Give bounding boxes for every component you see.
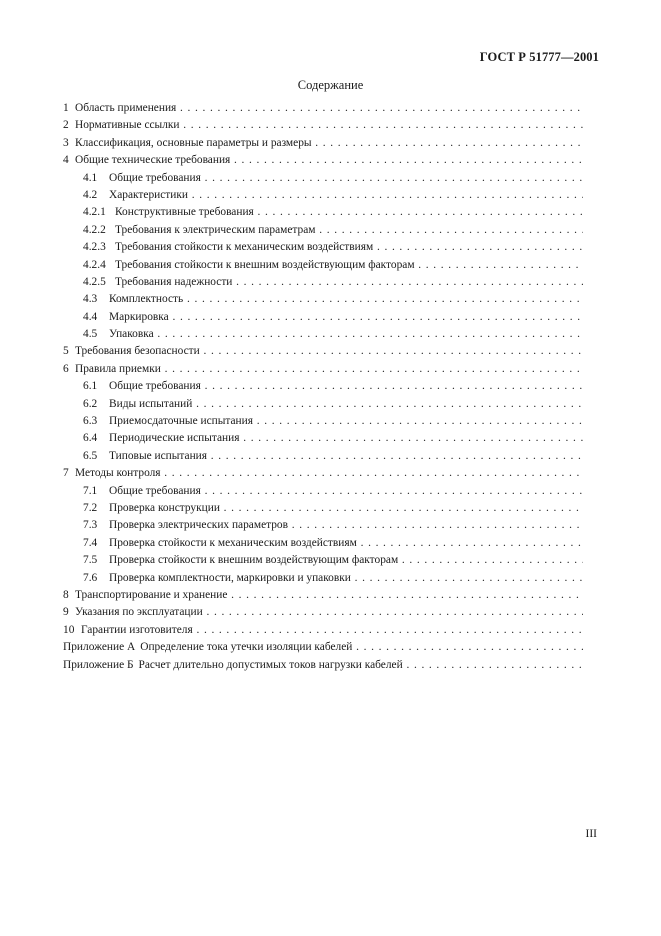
toc-entry-line [83, 570, 583, 587]
toc-entry-number: 7.6 [83, 571, 98, 584]
toc-entry-title: Упаковка . . . [109, 328, 583, 340]
toc-entry-line [83, 535, 583, 552]
toc-entry-title: Проверка стойкости к внешним воздействующим факторам . . . [109, 554, 583, 566]
toc-entry-title: Общие технические требования . . . [75, 154, 583, 166]
toc-entry-number: 4 [63, 154, 69, 167]
toc-entry-line [83, 170, 583, 187]
toc-entry-line [83, 326, 583, 343]
toc-entry-title: Проверка электрических параметров . . . [109, 519, 583, 531]
toc-entry[interactable] [63, 448, 583, 465]
toc-entry-title: Требования стойкости к внешним воздействующим факторам . . . [115, 259, 583, 271]
toc-entry[interactable] [63, 657, 583, 674]
toc-entry-line [63, 587, 583, 604]
toc-entry[interactable] [63, 100, 583, 117]
toc-entry-title: Нормативные ссылки . . . [75, 119, 583, 131]
toc-entry-line [63, 361, 583, 378]
toc-entry-number: Приложение А [63, 641, 136, 654]
toc-entry-line [83, 309, 583, 326]
toc-entry-title: Проверка стойкости к механическим воздействиям . . . [109, 537, 583, 549]
table-of-contents [63, 100, 583, 674]
toc-entry-number: 6.1 [83, 380, 98, 393]
page-number: III [585, 828, 597, 840]
toc-entry[interactable] [63, 500, 583, 517]
toc-entry[interactable] [63, 117, 583, 134]
toc-entry-number: 7.1 [83, 484, 98, 497]
toc-entry-line [63, 604, 583, 621]
toc-entry-line [83, 500, 583, 517]
toc-entry[interactable] [63, 396, 583, 413]
toc-entry-number: 7.2 [83, 501, 98, 514]
toc-entry-line [83, 430, 583, 447]
toc-entry-line [63, 465, 583, 482]
toc-entry[interactable] [63, 535, 583, 552]
toc-entry-line [83, 257, 583, 274]
toc-entry[interactable] [63, 343, 583, 360]
toc-entry-title: Приемосдаточные испытания . . . [109, 415, 583, 427]
toc-entry-title: Классификация, основные параметры и размеры . . . [75, 137, 583, 149]
toc-entry-title: Требования стойкости к механическим воздействиям . . . [115, 241, 583, 253]
toc-entry-line [63, 622, 583, 639]
toc-entry[interactable] [63, 483, 583, 500]
toc-entry-title: Гарантии изготовителя . . . [81, 624, 583, 636]
toc-entry-number: 7.5 [83, 554, 98, 567]
toc-entry-number: 6.2 [83, 397, 98, 410]
toc-entry-number: 4.2.3 [83, 241, 106, 254]
toc-entry[interactable] [63, 326, 583, 343]
toc-entry-line [83, 378, 583, 395]
toc-entry[interactable] [63, 291, 583, 308]
toc-entry-number: 2 [63, 119, 69, 132]
toc-entry-number: 8 [63, 588, 69, 601]
toc-entry-title: Требования надежности . . . [115, 276, 583, 288]
toc-entry-title: Проверка комплектности, маркировки и упаковки . . . [109, 572, 583, 584]
toc-entry-number: 10 [63, 623, 75, 636]
toc-entry-line [83, 517, 583, 534]
toc-entry[interactable] [63, 378, 583, 395]
toc-entry-number: 4.3 [83, 293, 98, 306]
toc-entry-title: Транспортирование и хранение . . . [75, 589, 583, 601]
toc-entry[interactable] [63, 552, 583, 569]
toc-entry-title: Периодические испытания . . . [109, 432, 583, 444]
toc-entry-line [83, 291, 583, 308]
toc-entry[interactable] [63, 222, 583, 239]
toc-entry-number: 9 [63, 606, 69, 619]
toc-entry-number: 4.4 [83, 310, 98, 323]
toc-entry[interactable] [63, 361, 583, 378]
toc-entry-number: 4.2 [83, 188, 98, 201]
toc-entry-line [63, 117, 583, 134]
toc-entry-line [83, 448, 583, 465]
toc-entry-line [63, 657, 583, 674]
toc-entry-line [63, 343, 583, 360]
toc-entry[interactable] [63, 639, 583, 656]
toc-entry-number: 4.2.5 [83, 275, 106, 288]
toc-entry-number: 5 [63, 345, 69, 358]
toc-entry[interactable] [63, 604, 583, 621]
toc-entry-title: Проверка конструкции . . . [109, 502, 583, 514]
toc-entry-line [83, 187, 583, 204]
toc-entry[interactable] [63, 135, 583, 152]
toc-entry-title: Требования безопасности . . . [75, 345, 583, 357]
toc-entry[interactable] [63, 257, 583, 274]
toc-entry-line [63, 135, 583, 152]
toc-entry-number: 7.3 [83, 519, 98, 532]
toc-title: Содержание [297, 78, 364, 92]
toc-entry-number: 1 [63, 102, 69, 114]
toc-entry-title: Маркировка . . . [109, 311, 583, 323]
toc-entry-number: 4.2.4 [83, 258, 106, 271]
toc-entry-number: 4.2.2 [83, 223, 106, 236]
toc-entry-line [83, 552, 583, 569]
toc-entry-line [63, 152, 583, 169]
toc-entry-number: 4.1 [83, 171, 98, 184]
toc-entry-line [83, 483, 583, 500]
toc-entry-title: Комплектность . . . [109, 293, 583, 305]
toc-entry-title: Типовые испытания . . . [109, 450, 583, 462]
toc-entry[interactable] [63, 430, 583, 447]
toc-entry-number: 4.5 [83, 328, 98, 341]
toc-entry[interactable] [63, 187, 583, 204]
toc-entry-title: Общие требования . . . [109, 485, 583, 497]
toc-entry-title: Определение тока утечки изоляции кабелей . . . [140, 641, 583, 653]
toc-entry[interactable] [63, 570, 583, 587]
toc-entry-title: Область применения . . . [75, 102, 583, 114]
toc-entry-title: Общие требования . . . [109, 380, 583, 392]
toc-entry-line [83, 239, 583, 256]
toc-entry-number: 4.2.1 [83, 206, 106, 219]
toc-entry[interactable] [63, 587, 583, 604]
toc-entry-title: Общие требования . . . [109, 172, 583, 184]
toc-entry-number: 7.4 [83, 536, 98, 549]
toc-entry-title: Виды испытаний . . . [109, 398, 583, 410]
toc-entry-number: Приложение Б [63, 658, 134, 671]
toc-entry[interactable] [63, 517, 583, 534]
toc-entry-title: Характеристики . . . [109, 189, 583, 201]
toc-entry[interactable] [63, 465, 583, 482]
toc-entry-line [83, 396, 583, 413]
toc-entry-title: Правила приемки . . . [75, 363, 583, 375]
toc-entry-number: 6.3 [83, 415, 98, 428]
toc-entry[interactable] [63, 204, 583, 221]
toc-entry-line [83, 204, 583, 221]
toc-entry[interactable] [63, 152, 583, 169]
toc-entry-number: 7 [63, 467, 69, 480]
toc-entry[interactable] [63, 622, 583, 639]
toc-entry-line [83, 222, 583, 239]
toc-entry-title: Расчет длительно допустимых токов нагрузки кабелей . . . [139, 659, 583, 671]
toc-entry-line [83, 274, 583, 291]
toc-entry[interactable] [63, 309, 583, 326]
toc-entry[interactable] [63, 239, 583, 256]
toc-entry-number: 6.5 [83, 449, 98, 462]
toc-entry-number: 3 [63, 136, 69, 149]
toc-entry-title: Указания по эксплуатации . . . [75, 606, 583, 618]
toc-entry[interactable] [63, 170, 583, 187]
document-code: ГОСТ Р 51777—2001 [479, 50, 599, 64]
toc-entry[interactable] [63, 413, 583, 430]
toc-entry[interactable] [63, 274, 583, 291]
toc-entry-line [63, 639, 583, 656]
toc-entry-title: Методы контроля . . . [75, 467, 583, 479]
toc-entry-title: Конструктивные требования . . . [115, 206, 583, 218]
toc-entry-title: Требования к электрическим параметрам . . . [115, 224, 583, 236]
toc-entry-number: 6.4 [83, 432, 98, 445]
toc-entry-number: 6 [63, 362, 69, 375]
toc-entry-line [63, 100, 583, 117]
toc-entry-line [83, 413, 583, 430]
